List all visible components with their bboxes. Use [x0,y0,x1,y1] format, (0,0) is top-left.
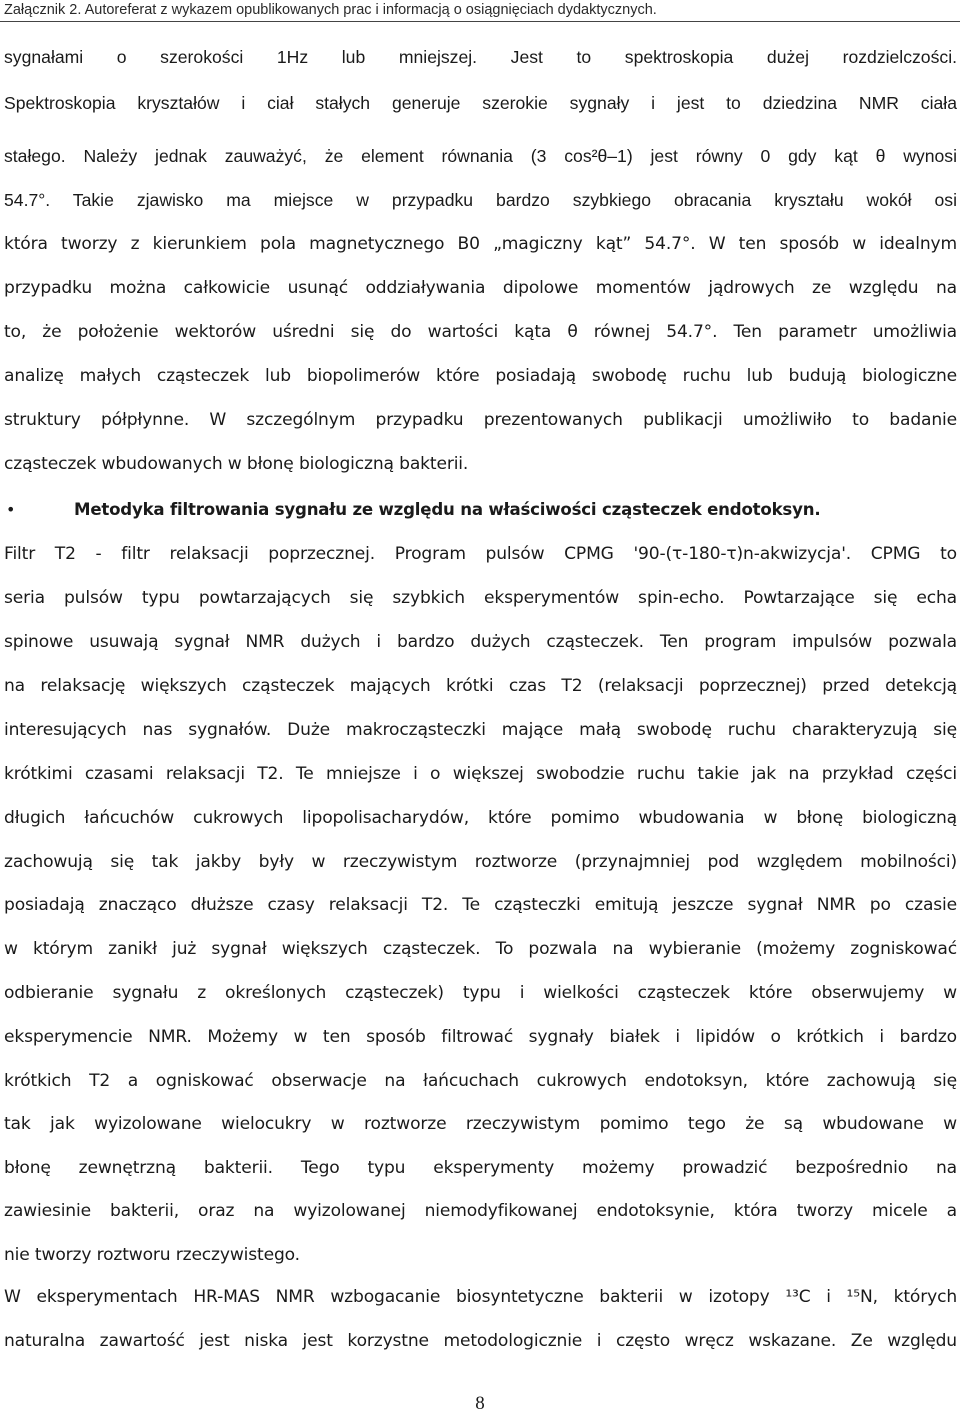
text-line: nie tworzy roztworu rzeczywistego. [4,1245,300,1265]
text-line: Filtr T2 - filtr relaksacji poprzecznej. Program pulsów CPMG '90-(τ-180-τ)n-akwizycja'. CPMG to [4,544,957,564]
text-line: seria pulsów typu powtarzających się szybkich eksperymentów spin-echo. Powtarzające się echa [4,588,957,608]
text-line: krótkich T2 a ogniskować obserwacje na łańcuchach cukrowych endotoksyn, które zachowują się [4,1071,957,1091]
text-line: zawiesinie bakterii, oraz na wyizolowanej niemodyfikowanej endotoksynie, która tworzy micele a [4,1201,957,1221]
text-line: posiadają znacząco dłuższe czasy relaksacji T2. Te cząsteczki emitują jeszcze sygnał NMR po czasie [4,895,957,915]
text-line: błonę zewnętrzną bakterii. Tego typu eksperymenty możemy prowadzić bezpośrednio na [4,1158,957,1178]
text-line: naturalna zawartość jest niska jest korzystne metodologicznie i często wręcz wskazane. Ze względu [4,1331,957,1351]
text-line: długich łańcuchów cukrowych lipopolisacharydów, które pomimo wbudowania w błonę biologiczną [4,808,957,828]
text-line: na relaksację większych cząsteczek mających krótki czas T2 (relaksacji poprzecznej) przed detekcją [4,676,957,696]
section-heading: Metodyka filtrowania sygnału ze względu na właściwości cząsteczek endotoksyn. [74,500,821,519]
header-divider [0,21,960,22]
text-line: sygnałami o szerokości 1Hz lub mniejszej. Jest to spektroskopia dużej rozdzielczości. [4,47,957,67]
text-line: zachowują się tak jakby były w rzeczywistym roztworze (przynajmniej pod względem mobilności) [4,852,957,872]
text-line: krótkimi czasami relaksacji T2. Te mniejsze i o większej swobodzie ruchu takie jak na przykład części [4,764,957,784]
text-line: interesujących nas sygnałów. Duże makrocząsteczki mające małą swobodę ruchu charakteryzują się [4,720,957,740]
text-line: odbieranie sygnału z określonych cząsteczek) typu i wielkości cząsteczek które obserwujemy w [4,983,957,1003]
text-line: Spektroskopia kryształów i ciał stałych generuje szerokie sygnały i jest to dziedzina NMR ciała [4,93,957,113]
text-line: W eksperymentach HR-MAS NMR wzbogacanie biosyntetyczne bakterii w izotopy ¹³C i ¹⁵N, których [4,1287,957,1307]
text-line: struktury półpłynne. W szczególnym przypadku prezentowanych publikacji umożliwiło to badanie [4,410,957,430]
text-line: analizę małych cząsteczek lub biopolimerów które posiadają swobodę ruchu lub budują biologiczne [4,366,957,386]
page-header: Załącznik 2. Autoreferat z wykazem opublikowanych prac i informacją o osiągnięciach dydaktycznych. [4,2,657,18]
bullet-icon: • [6,500,16,519]
text-line: stałego. Należy jednak zauważyć, że element równania (3 cos²θ–1) jest równy 0 gdy kąt θ wynosi [4,146,957,166]
text-line: która tworzy z kierunkiem pola magnetycznego B0 „magiczny kąt” 54.7°. W ten sposób w idealnym [4,234,957,254]
text-line: 54.7°. Takie zjawisko ma miejsce w przypadku bardzo szybkiego obracania kryształu wokół osi [4,190,957,210]
text-line: to, że położenie wektorów uśredni się do wartości kąta θ równej 54.7°. Ten parametr umożliwia [4,322,957,342]
text-line: w którym zanikł już sygnał większych cząsteczek. To pozwala na wybieranie (możemy zogniskować [4,939,957,959]
text-line: eksperymencie NMR. Możemy w ten sposób filtrować sygnały białek i lipidów o krótkich i bardzo [4,1027,957,1047]
bullet-heading [0,495,960,525]
text-line: spinowe usuwają sygnał NMR dużych i bardzo dużych cząsteczek. Ten program impulsów pozwala [4,632,957,652]
text-line: cząsteczek wbudowanych w błonę biologiczną bakterii. [4,454,469,474]
text-line: przypadku można całkowicie usunąć oddziaływania dipolowe momentów jądrowych ze względu na [4,278,957,298]
text-line: tak jak wyizolowane wielocukry w roztworze rzeczywistym pomimo tego że są wbudowane w [4,1114,957,1134]
page-number: 8 [475,1393,485,1414]
